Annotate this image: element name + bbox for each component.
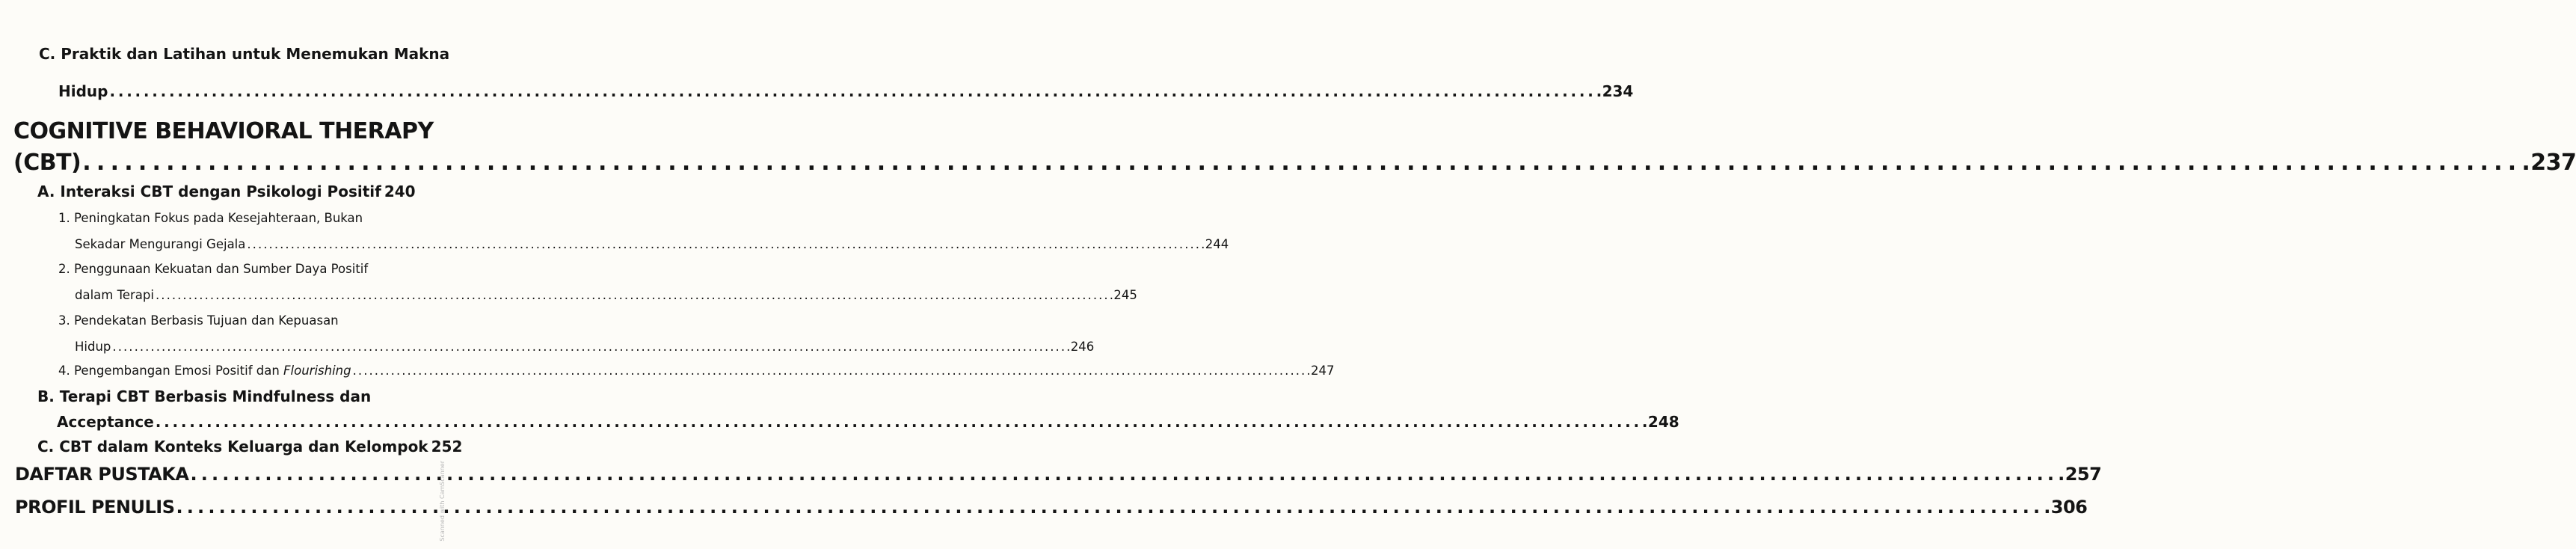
dot-leader [112,340,1069,354]
toc-chapter-daftar-pustaka [15,464,2102,485]
toc-page-number: 248 [1647,413,1679,431]
toc-entry-a3-line1: 3. Pendekatan Berbasis Tujuan dan Kepuasan [58,313,339,328]
toc-entry-a2 [75,288,1137,302]
toc-entry-title: DAFTAR PUSTAKA [15,464,189,485]
toc-chapter-profil-penulis [15,497,2088,518]
toc-entry-title [58,364,351,378]
toc-entry-title: dalam Terapi [75,288,154,302]
toc-entry-title: A. Interaksi CBT dengan Psikologi Positif [37,183,381,200]
dot-leader [109,82,1600,100]
dot-leader [247,237,1203,251]
toc-page-number: 237 [2530,150,2576,176]
dot-leader [353,364,1309,378]
toc-entry-c [37,438,463,456]
toc-entry-title-italic: Flourishing [283,364,351,378]
toc-entry-title: (CBT) [13,150,82,176]
toc-entry-a3 [75,340,1095,354]
toc-entry-a [37,183,414,200]
toc-page-number: 244 [1205,237,1229,251]
toc-entry-a1-line1: 1. Peningkatan Fokus pada Kesejahteraan, Bukan [58,211,363,225]
toc-entry-title: Acceptance [57,413,154,431]
toc-entry-c-praktik [58,82,1634,100]
toc-page-number: 247 [1310,364,1335,378]
toc-entry-title-prefix: 4. Pengembangan Emosi Positif dan [58,364,284,378]
toc-entry-b-line1: B. Terapi CBT Berbasis Mindfulness dan [37,387,372,405]
scanner-watermark: Scanned with CamScanner [439,461,446,542]
dot-leader [82,150,2529,176]
toc-entry-a4 [58,364,1335,378]
toc-page-number: 252 [431,438,463,456]
toc-entry-title: Hidup [75,340,111,354]
toc-entry-a2-line1: 2. Penggunaan Kekuatan dan Sumber Daya Positif [58,262,369,276]
dot-leader [156,288,1112,302]
dot-leader [156,413,1647,431]
toc-page-number: 245 [1113,288,1137,302]
dot-leader [176,497,2050,518]
toc-entry-c-praktik-line1: C. Praktik dan Latihan untuk Menemukan Makna [39,45,450,63]
toc-entry-title: PROFIL PENULIS [15,497,175,518]
toc-chapter-cbt [13,150,2576,176]
toc-page-number: 306 [2050,497,2088,518]
toc-page-number: 246 [1070,340,1095,354]
toc-page-number: 257 [2065,464,2102,485]
toc-entry-title: Hidup [58,82,108,100]
toc-chapter-cbt-line1: COGNITIVE BEHAVIORAL THERAPY [13,118,434,144]
dot-leader [190,464,2063,485]
toc-page-number: 240 [384,183,416,200]
toc-entry-a1 [75,237,1229,251]
toc-entry-title: C. CBT dalam Konteks Keluarga dan Kelompok [37,438,428,456]
toc-page-number: 234 [1602,82,1634,100]
toc-entry-b [57,413,1679,431]
toc-entry-title: Sekadar Mengurangi Gejala [75,237,246,251]
